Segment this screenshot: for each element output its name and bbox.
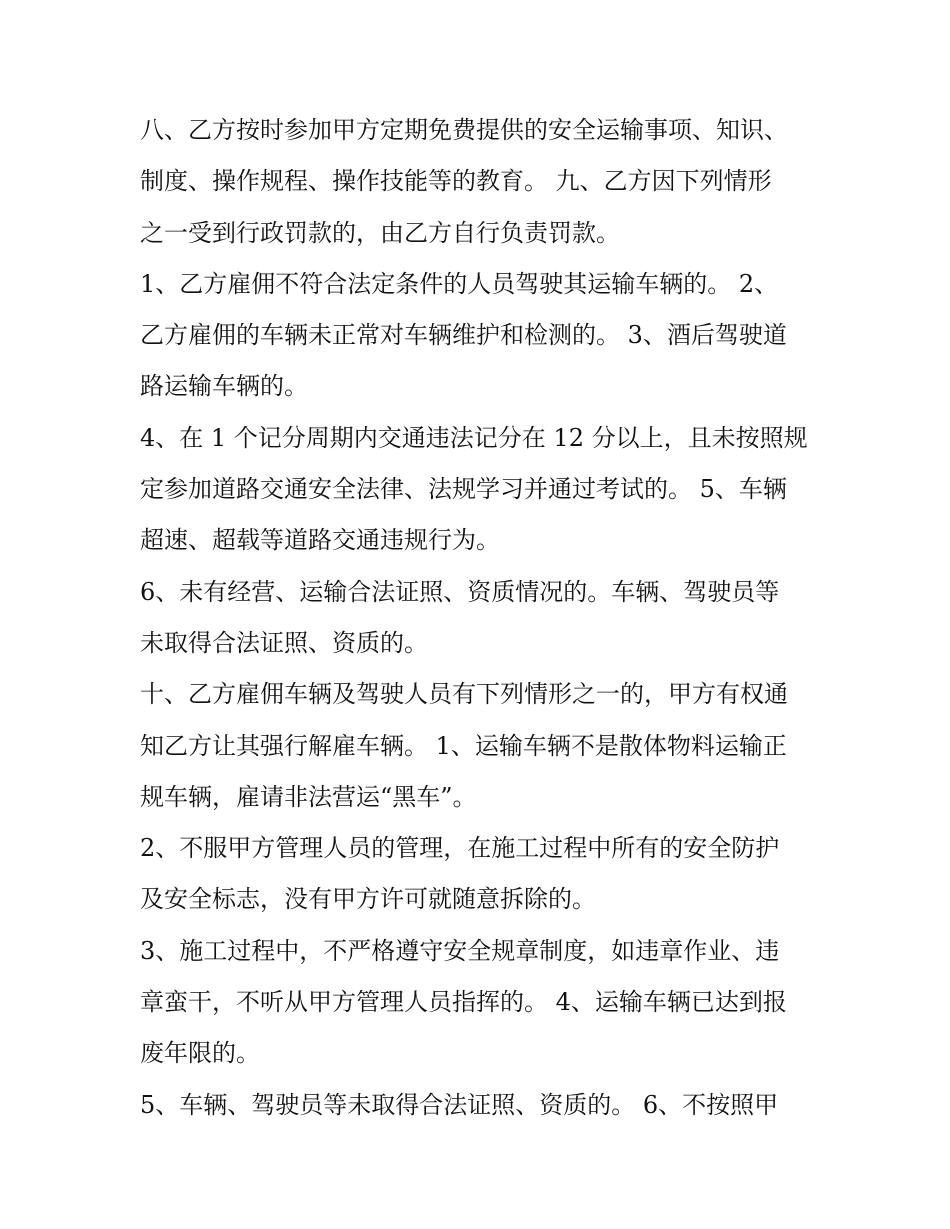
text-line: 及安全标志，没有甲方许可就随意拆除的。 [140, 885, 596, 914]
text-line: 八、乙方按时参加甲方定期免费提供的安全运输事项、知识、 [140, 116, 788, 144]
text-line: 规车辆，雇请非法营运“黑车”。 [140, 782, 477, 811]
text-line: 未取得合法证照、资质的。 [140, 628, 428, 657]
text-line: 3、施工过程中，不严格遵守安全规章制度，如违章作业、违 [140, 936, 780, 965]
text-line: 知乙方让其强行解雇车辆。 1、运输车辆不是散体物料运输正 [140, 731, 787, 760]
text-line: 超速、超载等道路交通违规行为。 [140, 526, 500, 555]
text-line: 十、乙方雇佣车辆及驾驶人员有下列情形之一的，甲方有权通 [140, 680, 788, 709]
document-body [140, 105, 820, 1131]
text-line: 制度、操作规程、操作技能等的教育。 九、乙方因下列情形 [140, 167, 772, 196]
text-line: 乙方雇佣的车辆未正常对车辆维护和检测的。 3、酒后驾驶道 [140, 321, 787, 350]
text-line: 定参加道路交通安全法律、法规学习并通过考试的。 5、车辆 [140, 475, 787, 504]
text-line: 6、未有经营、运输合法证照、资质情况的。车辆、驾驶员等 [140, 577, 780, 606]
text-line: 路运输车辆的。 [140, 372, 308, 401]
text-line: 4、在 1 个记分周期内交通违法记分在 12 分以上，且未按照规 [140, 423, 808, 452]
text-line: 之一受到行政罚款的，由乙方自行负责罚款。 [140, 218, 620, 247]
text-line: 2、不服甲方管理人员的管理，在施工过程中所有的安全防护 [140, 834, 780, 863]
text-line: 5、车辆、驾驶员等未取得合法证照、资质的。 6、不按照甲 [140, 1090, 779, 1119]
text-line: 1、乙方雇佣不符合法定条件的人员驾驶其运输车辆的。 2、 [140, 269, 779, 298]
text-line: 章蛮干，不听从甲方管理人员指挥的。 4、运输车辆已达到报 [140, 988, 787, 1017]
text-line: 废年限的。 [140, 1039, 260, 1068]
